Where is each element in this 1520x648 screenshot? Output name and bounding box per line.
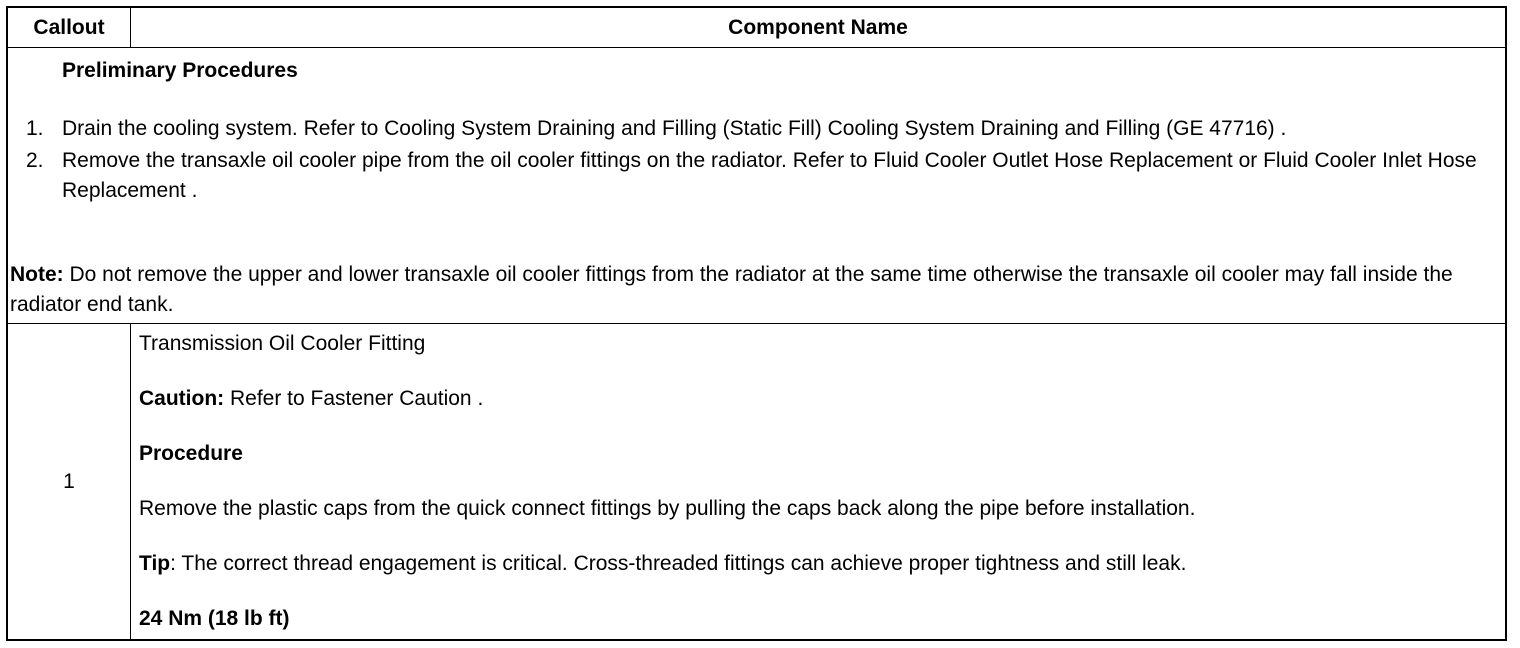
note-label: Note: xyxy=(10,263,64,286)
list-item xyxy=(8,114,1498,144)
tip-label: Tip xyxy=(139,552,171,575)
procedure-table xyxy=(6,6,1507,641)
procedure-text: Remove the plastic caps from the quick connect fittings by pulling the caps back along the pipe before installation. xyxy=(139,497,1196,520)
table-row xyxy=(8,324,1505,639)
preliminary-procedures-section xyxy=(8,48,1505,324)
tip-text: : The correct thread engagement is critical. Cross-threaded fittings can achieve proper tightness and still leak. xyxy=(170,552,1187,575)
note-paragraph xyxy=(10,260,1490,320)
caution-paragraph xyxy=(139,387,483,411)
step-number: 2. xyxy=(26,149,44,172)
tip-paragraph xyxy=(139,552,1186,576)
torque-spec: 24 Nm (18 lb ft) xyxy=(139,607,290,630)
procedure-heading: Procedure xyxy=(139,442,243,465)
preliminary-procedures-title: Preliminary Procedures xyxy=(62,59,298,82)
table-header-row xyxy=(8,8,1505,48)
component-name: Transmission Oil Cooler Fitting xyxy=(139,332,426,355)
preliminary-steps-list xyxy=(8,114,1498,208)
step-number: 1. xyxy=(26,117,44,140)
caution-text: Refer to Fastener Caution . xyxy=(224,387,484,410)
caution-label: Caution: xyxy=(139,387,225,410)
callout-number: 1 xyxy=(8,324,131,639)
component-name-column-header: Component Name xyxy=(728,15,908,39)
step-text: Remove the transaxle oil cooler pipe from the oil cooler fittings on the radiator. Refer to Fluid Cooler Outlet Hose Replacement or Fluid Cooler Inlet Hose Replacement . xyxy=(62,149,1477,202)
callout-column-header: Callout xyxy=(8,8,131,47)
note-text: Do not remove the upper and lower transaxle oil cooler fittings from the radiator at the same time otherwise the transaxle oil cooler may fall inside the radiator end tank. xyxy=(10,263,1453,316)
step-text: Drain the cooling system. Refer to Cooling System Draining and Filling (Static Fill) Cooling System Draining and Filling (GE 47716) . xyxy=(62,117,1287,140)
list-item xyxy=(8,146,1498,206)
